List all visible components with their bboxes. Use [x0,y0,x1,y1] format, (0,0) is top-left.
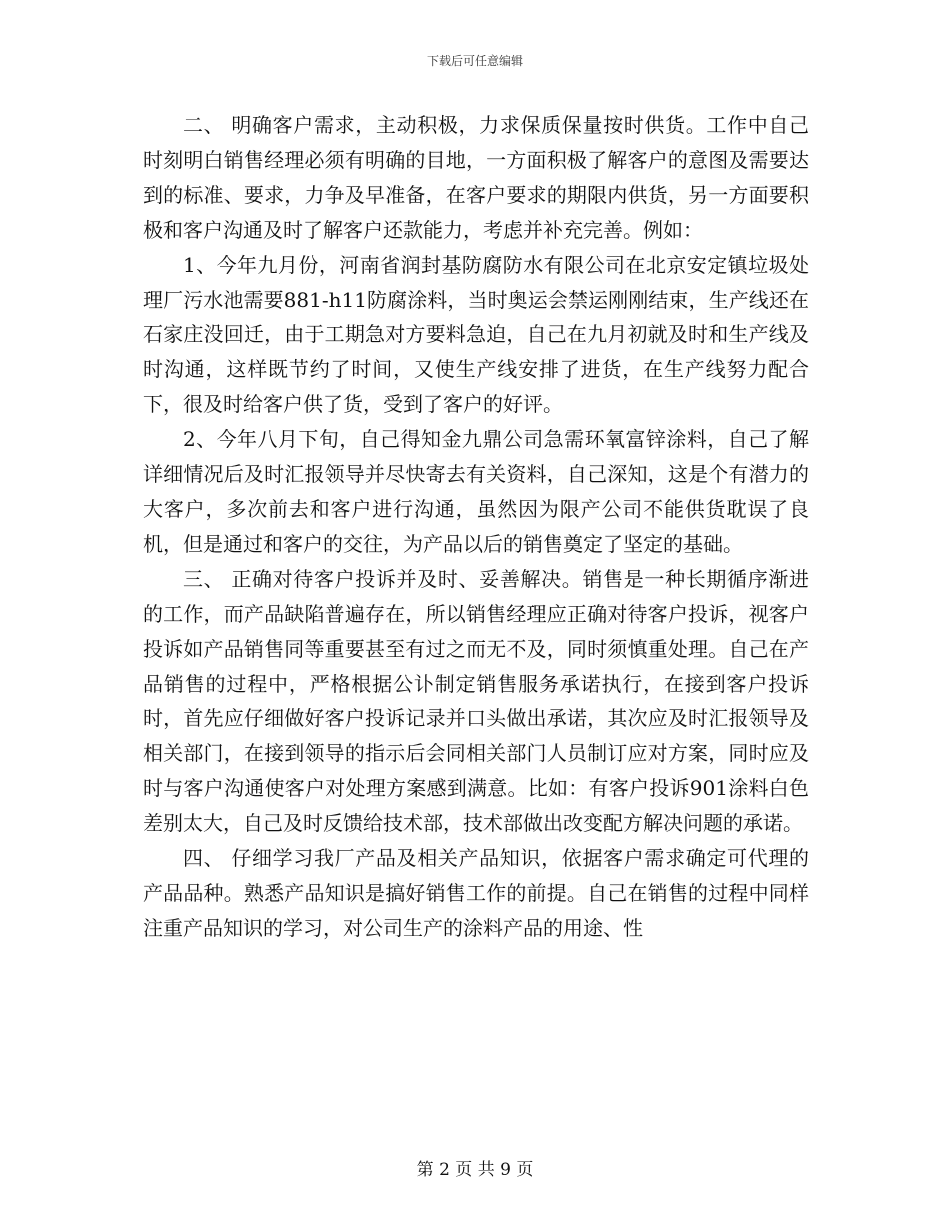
paragraph-section-4: 四、 仔细学习我厂产品及相关产品知识，依据客户需求确定可代理的产品品种。熟悉产品知识是搞好销售工作的前提。自己在销售的过程中同样注重产品知识的学习，对公司生产的涂料产品的用途、性 [143,846,809,940]
page-header: 下载后可任意编辑 [426,54,523,68]
paragraph-section-3: 三、 正确对待客户投诉并及时、妥善解决。销售是一种长期循序渐进的工作，而产品缺陷普遍存在，所以销售经理应正确对待客户投诉，视客户投诉如产品销售同等重要甚至有过之而无不及，同时须慎重处理。自己在产品销售的过程中，严格根据公讣制定销售服务承诺执行，在接到客户投诉时，首先应仔细做好客户投诉记录并口头做出承诺，其次应及时汇报领导及相关部门，在接到领导的指示后会同相关部门人员制订应对方案，同时应及时与客户沟通使客户对处理方案感到满意。比如：有客户投诉901涂料白色差别太大，自己及时反馈给技术部，技术部做出改变配方解决问题的承诺。 [143,566,809,836]
document-body [143,108,809,946]
paragraph-example-1: 1、今年九月份，河南省润封基防腐防水有限公司在北京安定镇垃圾处理厂污水池需要881-h11防腐涂料，当时奥运会禁运刚刚结束，生产线还在石家庄没回迁，由于工期急对方要料急迫，自己在九月初就及时和生产线及时沟通，这样既节约了时间，又使生产线安排了进货，在生产线努力配合下，很及时给客户供了货，受到了客户的好评。 [143,252,809,417]
paragraph-section-2: 二、 明确客户需求，主动积极，力求保质保量按时供货。工作中自己时刻明白销售经理必须有明确的目地，一方面积极了解客户的意图及需要达到的标准、要求，力争及早准备，在客户要求的期限内供货，另一方面要积极和客户沟通及时了解客户还款能力，考虑并补充完善。例如： [143,113,809,242]
paragraph-example-2: 2、今年八月下旬，自己得知金九鼎公司急需环氧富锌涂料，自己了解详细情况后及时汇报领导并尽快寄去有关资料，自己深知，这是个有潜力的大客户，多次前去和客户进行沟通，虽然因为限产公司不能供货耽误了良机，但是通过和客户的交往，为产品以后的销售奠定了坚定的基础。 [143,427,809,556]
page-number-footer: 第 2 页 共 9 页 [416,1160,534,1180]
